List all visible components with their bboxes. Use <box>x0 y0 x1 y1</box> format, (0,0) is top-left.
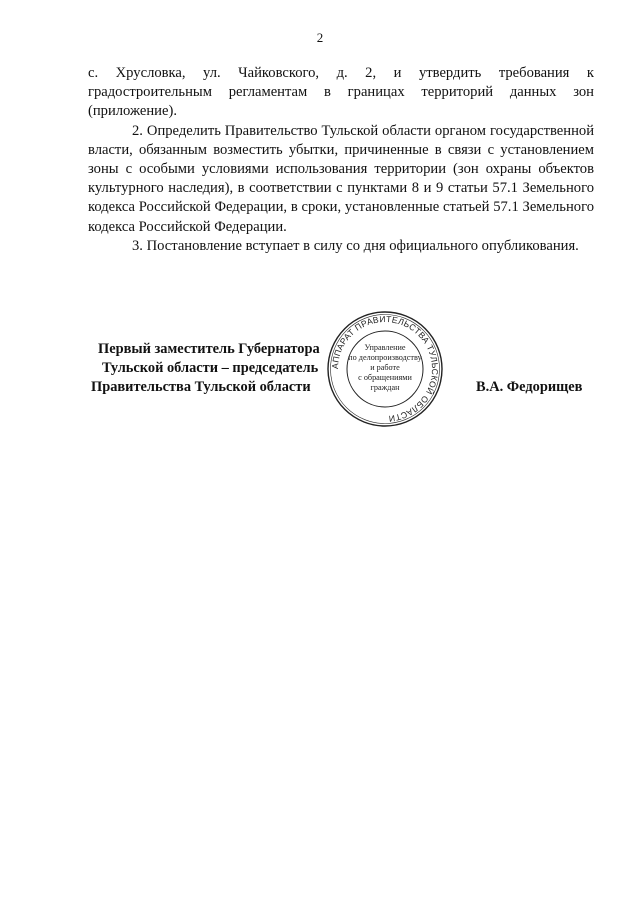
seal-center-text <box>326 343 444 393</box>
seal-center-line: по делопроизводству <box>348 353 422 362</box>
paragraph-1: с. Хрусловка, ул. Чайковского, д. 2, и утвердить требования к градостроительным регламентам в границах территорий данных зон (приложение). <box>88 65 594 120</box>
page-number: 2 <box>316 30 324 45</box>
signatory-title-line-1: Первый заместитель Губернатора <box>98 341 320 357</box>
seal-center-line: и работе <box>370 363 400 372</box>
paragraph-2: 2. Определить Правительство Тульской области органом государственной власти, обязанным возместить убытки, причиненные в связи с установлением зоны с особыми условиями использования территории (зон охраны объектов культурного наследия), в соответствии с пунктами 8 и 9 статьи 57.1 Земельного кодекса Российской Федерации, в сроки, установленные статьей 57.1 Земельного кодекса Российской Федерации. <box>88 122 594 235</box>
signatory-title-line-2: Тульской области – председатель <box>102 360 319 376</box>
seal-center-line: Управление <box>364 343 406 352</box>
paragraph-3: 3. Постановление вступает в силу со дня официального опубликования. <box>132 237 579 254</box>
signatory-name: В.А. Федорищев <box>476 379 583 395</box>
seal-center-line: граждан <box>370 383 400 392</box>
seal-ring-text: АППАРАТ ПРАВИТЕЛЬСТВА ТУЛЬСКОЙ ОБЛАСТИ <box>329 313 441 424</box>
signatory-title-line-3: Правительства Тульской области <box>91 379 311 395</box>
seal-center-line: с обращениями <box>358 373 412 382</box>
official-seal <box>326 310 444 428</box>
